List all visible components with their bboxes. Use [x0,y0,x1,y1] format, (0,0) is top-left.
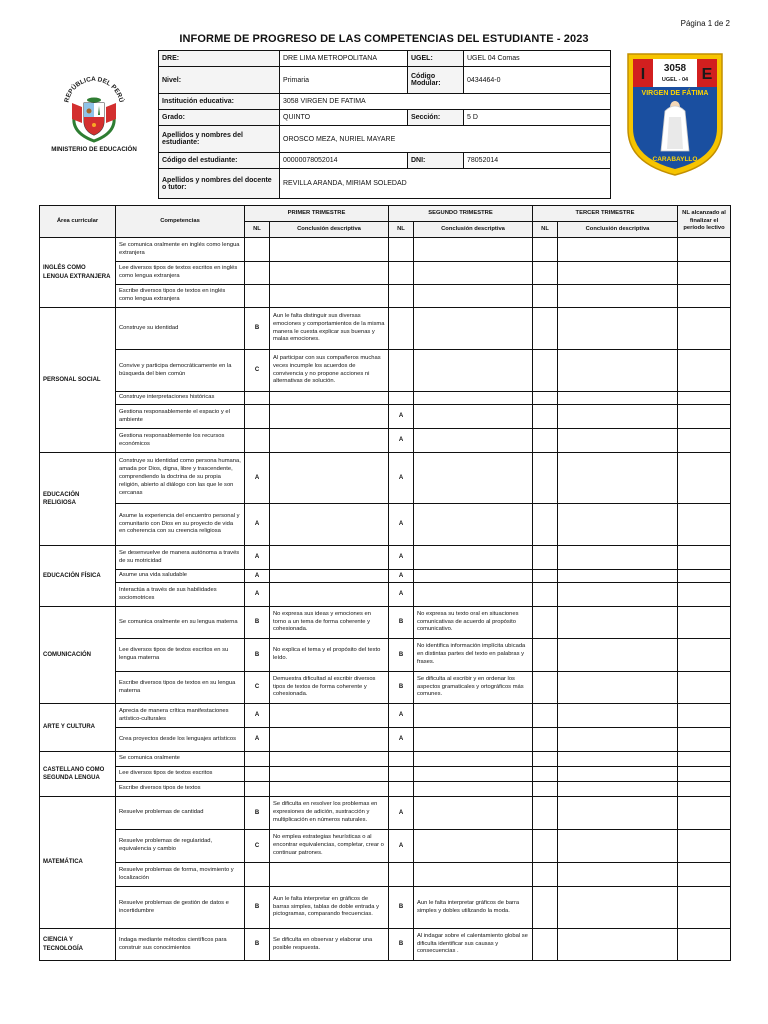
conclusion-trimestre-3 [558,405,678,429]
table-row [40,607,731,639]
conclusion-trimestre-2 [414,350,533,392]
nl-trimestre-2 [389,308,414,350]
competency-text: Lee diversos tipos de textos escritos [116,767,245,782]
nl-final [678,453,731,504]
nl-trimestre-2 [389,238,414,262]
nl-trimestre-1 [245,782,270,797]
table-row [40,262,731,285]
nl-trimestre-2: B [389,929,414,961]
conclusion-trimestre-3 [558,704,678,728]
conclusion-trimestre-2 [414,285,533,308]
competency-text: Resuelve problemas de forma, movimiento y localización [116,863,245,887]
nl-final [678,238,731,262]
conclusion-trimestre-3 [558,546,678,570]
nl-trimestre-1: A [245,570,270,583]
nl-trimestre-3 [533,672,558,704]
page-number: Página 1 de 2 [680,19,730,28]
conclusion-trimestre-3 [558,830,678,863]
table-row [40,238,731,262]
nl-trimestre-2 [389,782,414,797]
competency-text: Asume la experiencia del encuentro personal y comunitario con Dios en su proyecto de vida en coherencia con su creencia religiosa [116,504,245,546]
conclusion-trimestre-1 [270,285,389,308]
area-name: INGLÉS COMO LENGUA EXTRANJERA [40,238,116,308]
nl-trimestre-1: A [245,704,270,728]
nl-trimestre-3 [533,262,558,285]
competency-text: Escribe diversos tipos de textos en su lengua materna [116,672,245,704]
conclusion-trimestre-3 [558,262,678,285]
conclusion-trimestre-3 [558,504,678,546]
table-row [40,929,731,961]
conclusion-trimestre-2: Se dificulta al escribir y en ordenar los aspectos gramaticales y ortográficos más comunes. [414,672,533,704]
conclusion-trimestre-1 [270,546,389,570]
competency-text: Lee diversos tipos de textos escritos en su lengua materna [116,639,245,672]
codigo-estudiante-label: Código del estudiante: [159,153,280,169]
nivel-label: Nivel: [159,67,280,94]
nl-trimestre-1 [245,767,270,782]
conclusion-trimestre-2 [414,453,533,504]
competency-text: Se desenvuelve de manera autónoma a través de su motricidad [116,546,245,570]
docente-label: Apellidos y nombres del docente o tutor: [159,169,280,199]
nl-trimestre-2: A [389,405,414,429]
conclusion-trimestre-1: No expresa sus ideas y emociones en torno a un tema de forma coherente y cohesionada. [270,607,389,639]
conclusion-trimestre-3 [558,752,678,767]
nl-trimestre-1 [245,238,270,262]
conclusion-trimestre-1: Se dificulta en resolver los problemas en expresiones de adición, sustracción y multiplicación en números naturales. [270,797,389,830]
seccion-label: Sección: [408,110,464,126]
competency-text: Interactúa a través de sus habilidades sociomotrices [116,583,245,607]
dni-label: DNI: [408,153,464,169]
competency-text: Escribe diversos tipos de textos [116,782,245,797]
crest-letter-right: E [701,66,713,83]
conclusion-trimestre-3 [558,639,678,672]
nl-final [678,583,731,607]
nl-final [678,405,731,429]
nl-trimestre-2: A [389,570,414,583]
conclusion-trimestre-1 [270,704,389,728]
nl-trimestre-1: A [245,583,270,607]
area-name: MATEMÁTICA [40,797,116,929]
competency-text: Construye su identidad como persona humana, amada por Dios, digna, libre y trascendente, comprendiendo la doctrina de su propia religión, abierto al diálogo con las que le son cercanas [116,453,245,504]
conclusion-trimestre-1 [270,728,389,752]
nl-final [678,607,731,639]
nl-trimestre-3 [533,728,558,752]
conclusion-trimestre-3 [558,782,678,797]
crest-school-name: VIRGEN DE FÁTIMA [641,90,709,97]
nl-trimestre-3 [533,308,558,350]
table-row [40,429,731,453]
nl-trimestre-1: B [245,929,270,961]
conclusion-trimestre-2 [414,752,533,767]
nl-trimestre-2: A [389,583,414,607]
nl-trimestre-3 [533,767,558,782]
nl-trimestre-3 [533,583,558,607]
nl-trimestre-2 [389,285,414,308]
conclusion-trimestre-3 [558,583,678,607]
codigo-estudiante-value: 00000078052014 [280,153,408,169]
conclusion-trimestre-3 [558,797,678,830]
table-row [40,570,731,583]
header-trimestre-2: SEGUNDO TRIMESTRE [389,206,533,222]
conclusion-trimestre-3 [558,350,678,392]
competency-text: Construye su identidad [116,308,245,350]
conclusion-trimestre-2 [414,570,533,583]
seal-arc-text: REPÚBLICA DEL PERÚ [63,75,125,104]
nl-final [678,504,731,546]
header-trimestre-1: PRIMER TRIMESTRE [245,206,389,222]
header-conclusion-1: Conclusión descriptiva [270,222,389,238]
header-area: Área curricular [40,206,116,238]
conclusion-trimestre-1: Se dificulta en observar y elaborar una posible respuesta. [270,929,389,961]
docente-value: REVILLA ARANDA, MIRIAM SOLEDAD [280,169,611,199]
conclusion-trimestre-1 [270,262,389,285]
conclusion-trimestre-1 [270,782,389,797]
conclusion-trimestre-3 [558,672,678,704]
table-row [40,392,731,405]
conclusion-trimestre-3 [558,887,678,929]
nl-trimestre-3 [533,285,558,308]
conclusion-trimestre-2 [414,392,533,405]
nl-final [678,546,731,570]
table-row [40,767,731,782]
nl-final [678,570,731,583]
conclusion-trimestre-1: No explica el tema y el propósito del texto leído. [270,639,389,672]
nl-trimestre-3 [533,350,558,392]
student-info-table [158,50,611,199]
competency-text: Resuelve problemas de gestión de datos e incertidumbre [116,887,245,929]
nl-trimestre-1 [245,429,270,453]
nl-trimestre-3 [533,797,558,830]
header-nl-final: NL alcanzado al finalizar el período lectivo [678,206,731,238]
area-name: COMUNICACIÓN [40,607,116,704]
nl-trimestre-1: A [245,453,270,504]
crest-number: 3058 [663,63,687,74]
nl-trimestre-3 [533,863,558,887]
conclusion-trimestre-3 [558,863,678,887]
nl-final [678,830,731,863]
nl-trimestre-2: A [389,429,414,453]
nl-trimestre-2 [389,262,414,285]
header-competencias: Competencias [116,206,245,238]
conclusion-trimestre-1 [270,392,389,405]
conclusion-trimestre-2 [414,782,533,797]
nl-trimestre-1 [245,863,270,887]
nl-trimestre-2: B [389,672,414,704]
dni-value: 78052014 [464,153,611,169]
header-nl-1: NL [245,222,270,238]
conclusion-trimestre-1 [270,405,389,429]
area-name: EDUCACIÓN RELIGIOSA [40,453,116,546]
conclusion-trimestre-1 [270,863,389,887]
nl-trimestre-3 [533,405,558,429]
nl-final [678,782,731,797]
conclusion-trimestre-1: Aun le falta interpretar en gráficos de barras simples, tablas de doble entrada y pictogramas, comparando frecuencias. [270,887,389,929]
table-row [40,639,731,672]
conclusion-trimestre-2 [414,583,533,607]
conclusion-trimestre-2: Aun le falta interpretar gráficos de barra simples y dobles utilizando la moda. [414,887,533,929]
nl-trimestre-2: A [389,504,414,546]
nl-final [678,350,731,392]
table-row [40,797,731,830]
school-crest [624,51,726,177]
nl-trimestre-3 [533,429,558,453]
nl-trimestre-3 [533,929,558,961]
crest-ugel: UGEL - 04 [661,77,689,83]
competency-text: Resuelve problemas de regularidad, equivalencia y cambio [116,830,245,863]
conclusion-trimestre-3 [558,453,678,504]
conclusion-trimestre-2 [414,830,533,863]
nl-trimestre-3 [533,704,558,728]
conclusion-trimestre-2 [414,863,533,887]
table-row [40,546,731,570]
nl-trimestre-1: B [245,887,270,929]
nl-final [678,728,731,752]
nl-final [678,285,731,308]
ugel-label: UGEL: [408,51,464,67]
nl-trimestre-3 [533,887,558,929]
nl-trimestre-3 [533,392,558,405]
nl-trimestre-1 [245,285,270,308]
table-row [40,405,731,429]
codigo-modular-label: Código Modular: [408,67,464,94]
ministry-logo [38,73,150,157]
conclusion-trimestre-2 [414,238,533,262]
nl-trimestre-1 [245,392,270,405]
nl-trimestre-1: B [245,308,270,350]
conclusion-trimestre-1 [270,767,389,782]
report-title: INFORME DE PROGRESO DE LAS COMPETENCIAS DEL ESTUDIANTE - 2023 [179,33,589,45]
conclusion-trimestre-1 [270,504,389,546]
conclusion-trimestre-2 [414,728,533,752]
header-conclusion-3: Conclusión descriptiva [558,222,678,238]
nl-final [678,392,731,405]
nl-trimestre-2: A [389,728,414,752]
nl-trimestre-2: A [389,797,414,830]
conclusion-trimestre-1 [270,429,389,453]
nl-final [678,704,731,728]
nl-trimestre-2: A [389,453,414,504]
seccion-value: 5 D [464,110,611,126]
conclusion-trimestre-2 [414,704,533,728]
conclusion-trimestre-2 [414,767,533,782]
conclusion-trimestre-3 [558,767,678,782]
competencies-table [39,205,731,961]
nivel-value: Primaria [280,67,408,94]
competency-text: Crea proyectos desde los lenguajes artísticos [116,728,245,752]
nl-final [678,429,731,453]
competency-text: Gestiona responsablemente los recursos económicos [116,429,245,453]
ministry-caption: MINISTERIO DE EDUCACIÓN [51,146,137,153]
nl-trimestre-2: B [389,639,414,672]
conclusion-trimestre-2 [414,797,533,830]
conclusion-trimestre-1 [270,583,389,607]
competency-text: Convive y participa democráticamente en la búsqueda del bien común [116,350,245,392]
competency-text: Asume una vida saludable [116,570,245,583]
nl-trimestre-3 [533,504,558,546]
nl-trimestre-3 [533,607,558,639]
header-nl-2: NL [389,222,414,238]
table-row [40,308,731,350]
conclusion-trimestre-3 [558,570,678,583]
conclusion-trimestre-3 [558,238,678,262]
table-row [40,782,731,797]
nl-trimestre-3 [533,639,558,672]
competencies-body [40,238,731,961]
nl-final [678,767,731,782]
nl-trimestre-3 [533,546,558,570]
header-trimestre-3: TERCER TRIMESTRE [533,206,678,222]
conclusion-trimestre-1: Al participar con sus compañeros muchas veces incumple los acuerdos de convivencia y no propone acciones ni alternativas de solución. [270,350,389,392]
table-row [40,672,731,704]
nl-trimestre-1: C [245,350,270,392]
nl-trimestre-3 [533,238,558,262]
conclusion-trimestre-3 [558,429,678,453]
nl-trimestre-1: A [245,728,270,752]
nl-trimestre-2: A [389,830,414,863]
nl-final [678,863,731,887]
estudiante-value: OROSCO MEZA, NURIEL MAYARE [280,126,611,153]
nl-final [678,639,731,672]
nl-trimestre-2 [389,392,414,405]
nl-final [678,887,731,929]
institucion-label: Institución educativa: [159,94,280,110]
conclusion-trimestre-3 [558,392,678,405]
nl-trimestre-1 [245,262,270,285]
table-row [40,285,731,308]
nl-trimestre-2 [389,350,414,392]
table-row [40,704,731,728]
conclusion-trimestre-2 [414,308,533,350]
competency-text: Aprecia de manera crítica manifestaciones artístico-culturales [116,704,245,728]
nl-trimestre-3 [533,752,558,767]
conclusion-trimestre-1: No emplea estrategias heurísticas o al encontrar equivalencias, completar, crear o continuar patrones. [270,830,389,863]
conclusion-trimestre-2: Al indagar sobre el calentamiento global se dificulta identificar sus causas y consecuencias . [414,929,533,961]
table-row [40,350,731,392]
nl-trimestre-3 [533,570,558,583]
nl-final [678,672,731,704]
competency-text: Se comunica oralmente [116,752,245,767]
crest-letter-left: I [640,66,646,83]
nl-trimestre-1: C [245,672,270,704]
nl-trimestre-1 [245,752,270,767]
conclusion-trimestre-1 [270,570,389,583]
conclusion-trimestre-3 [558,607,678,639]
nl-trimestre-1: A [245,546,270,570]
nl-trimestre-2 [389,863,414,887]
conclusion-trimestre-1 [270,453,389,504]
competency-text: Resuelve problemas de cantidad [116,797,245,830]
header-conclusion-2: Conclusión descriptiva [414,222,533,238]
table-row [40,887,731,929]
table-row [40,504,731,546]
dre-value: DRE LIMA METROPOLITANA [280,51,408,67]
header-nl-3: NL [533,222,558,238]
conclusion-trimestre-3 [558,728,678,752]
competency-text: Gestiona responsablemente el espacio y el ambiente [116,405,245,429]
ugel-value: UGEL 04 Comas [464,51,611,67]
table-row [40,583,731,607]
nl-trimestre-2: A [389,546,414,570]
nl-trimestre-2 [389,752,414,767]
nl-trimestre-3 [533,830,558,863]
nl-trimestre-2: B [389,887,414,929]
estudiante-label: Apellidos y nombres del estudiante: [159,126,280,153]
nl-trimestre-3 [533,782,558,797]
conclusion-trimestre-3 [558,929,678,961]
conclusion-trimestre-3 [558,308,678,350]
nl-final [678,262,731,285]
area-name: CASTELLANO COMO SEGUNDA LENGUA [40,752,116,797]
competency-text: Se comunica oralmente en su lengua materna [116,607,245,639]
conclusion-trimestre-1 [270,752,389,767]
nl-trimestre-2: A [389,704,414,728]
area-name: CIENCIA Y TECNOLOGÍA [40,929,116,961]
grado-value: QUINTO [280,110,408,126]
nl-trimestre-1: B [245,797,270,830]
school-shield-icon [624,51,726,177]
area-name: EDUCACIÓN FÍSICA [40,546,116,607]
table-row [40,453,731,504]
table-row [40,863,731,887]
nl-trimestre-2: B [389,607,414,639]
conclusion-trimestre-2: No expresa su texto oral en situaciones comunicativas de acuerdo al propósito comunicativo. [414,607,533,639]
conclusion-trimestre-2 [414,262,533,285]
nl-trimestre-1: A [245,504,270,546]
nl-trimestre-3 [533,453,558,504]
table-row [40,728,731,752]
competency-text: Indaga mediante métodos científicos para construir sus conocimientos [116,929,245,961]
codigo-modular-value: 0434464-0 [464,67,611,94]
competency-text: Se comunica oralmente en inglés como lengua extranjera [116,238,245,262]
nl-final [678,797,731,830]
nl-final [678,752,731,767]
conclusion-trimestre-2: No identifica información implícita ubicada en distintas partes del texto en palabras y frases. [414,639,533,672]
competency-text: Escribe diversos tipos de textos en inglés como lengua extranjera [116,285,245,308]
conclusion-trimestre-1 [270,238,389,262]
crest-place: CARABAYLLO [652,156,698,163]
coat-of-arms-icon [58,73,130,145]
conclusion-trimestre-2 [414,429,533,453]
nl-trimestre-1: C [245,830,270,863]
area-name: PERSONAL SOCIAL [40,308,116,453]
nl-final [678,308,731,350]
table-row [40,752,731,767]
conclusion-trimestre-1: Aun le falta distinguir sus diversas emociones y comportamientos de la misma manera le cuesta explicar sus buenas y malas emociones. [270,308,389,350]
nl-trimestre-1: B [245,607,270,639]
grado-label: Grado: [159,110,280,126]
conclusion-trimestre-3 [558,285,678,308]
nl-trimestre-1 [245,405,270,429]
conclusion-trimestre-2 [414,405,533,429]
competency-text: Construye interpretaciones históricas [116,392,245,405]
area-name: ARTE Y CULTURA [40,704,116,752]
dre-label: DRE: [159,51,280,67]
nl-trimestre-2 [389,767,414,782]
conclusion-trimestre-2 [414,504,533,546]
table-row [40,830,731,863]
conclusion-trimestre-2 [414,546,533,570]
nl-trimestre-1: B [245,639,270,672]
competency-text: Lee diversos tipos de textos escritos en inglés como lengua extranjera [116,262,245,285]
nl-final [678,929,731,961]
conclusion-trimestre-1: Demuestra dificultad al escribir diversos tipos de textos de forma coherente y cohesionada. [270,672,389,704]
institucion-value: 3058 VIRGEN DE FATIMA [280,94,611,110]
